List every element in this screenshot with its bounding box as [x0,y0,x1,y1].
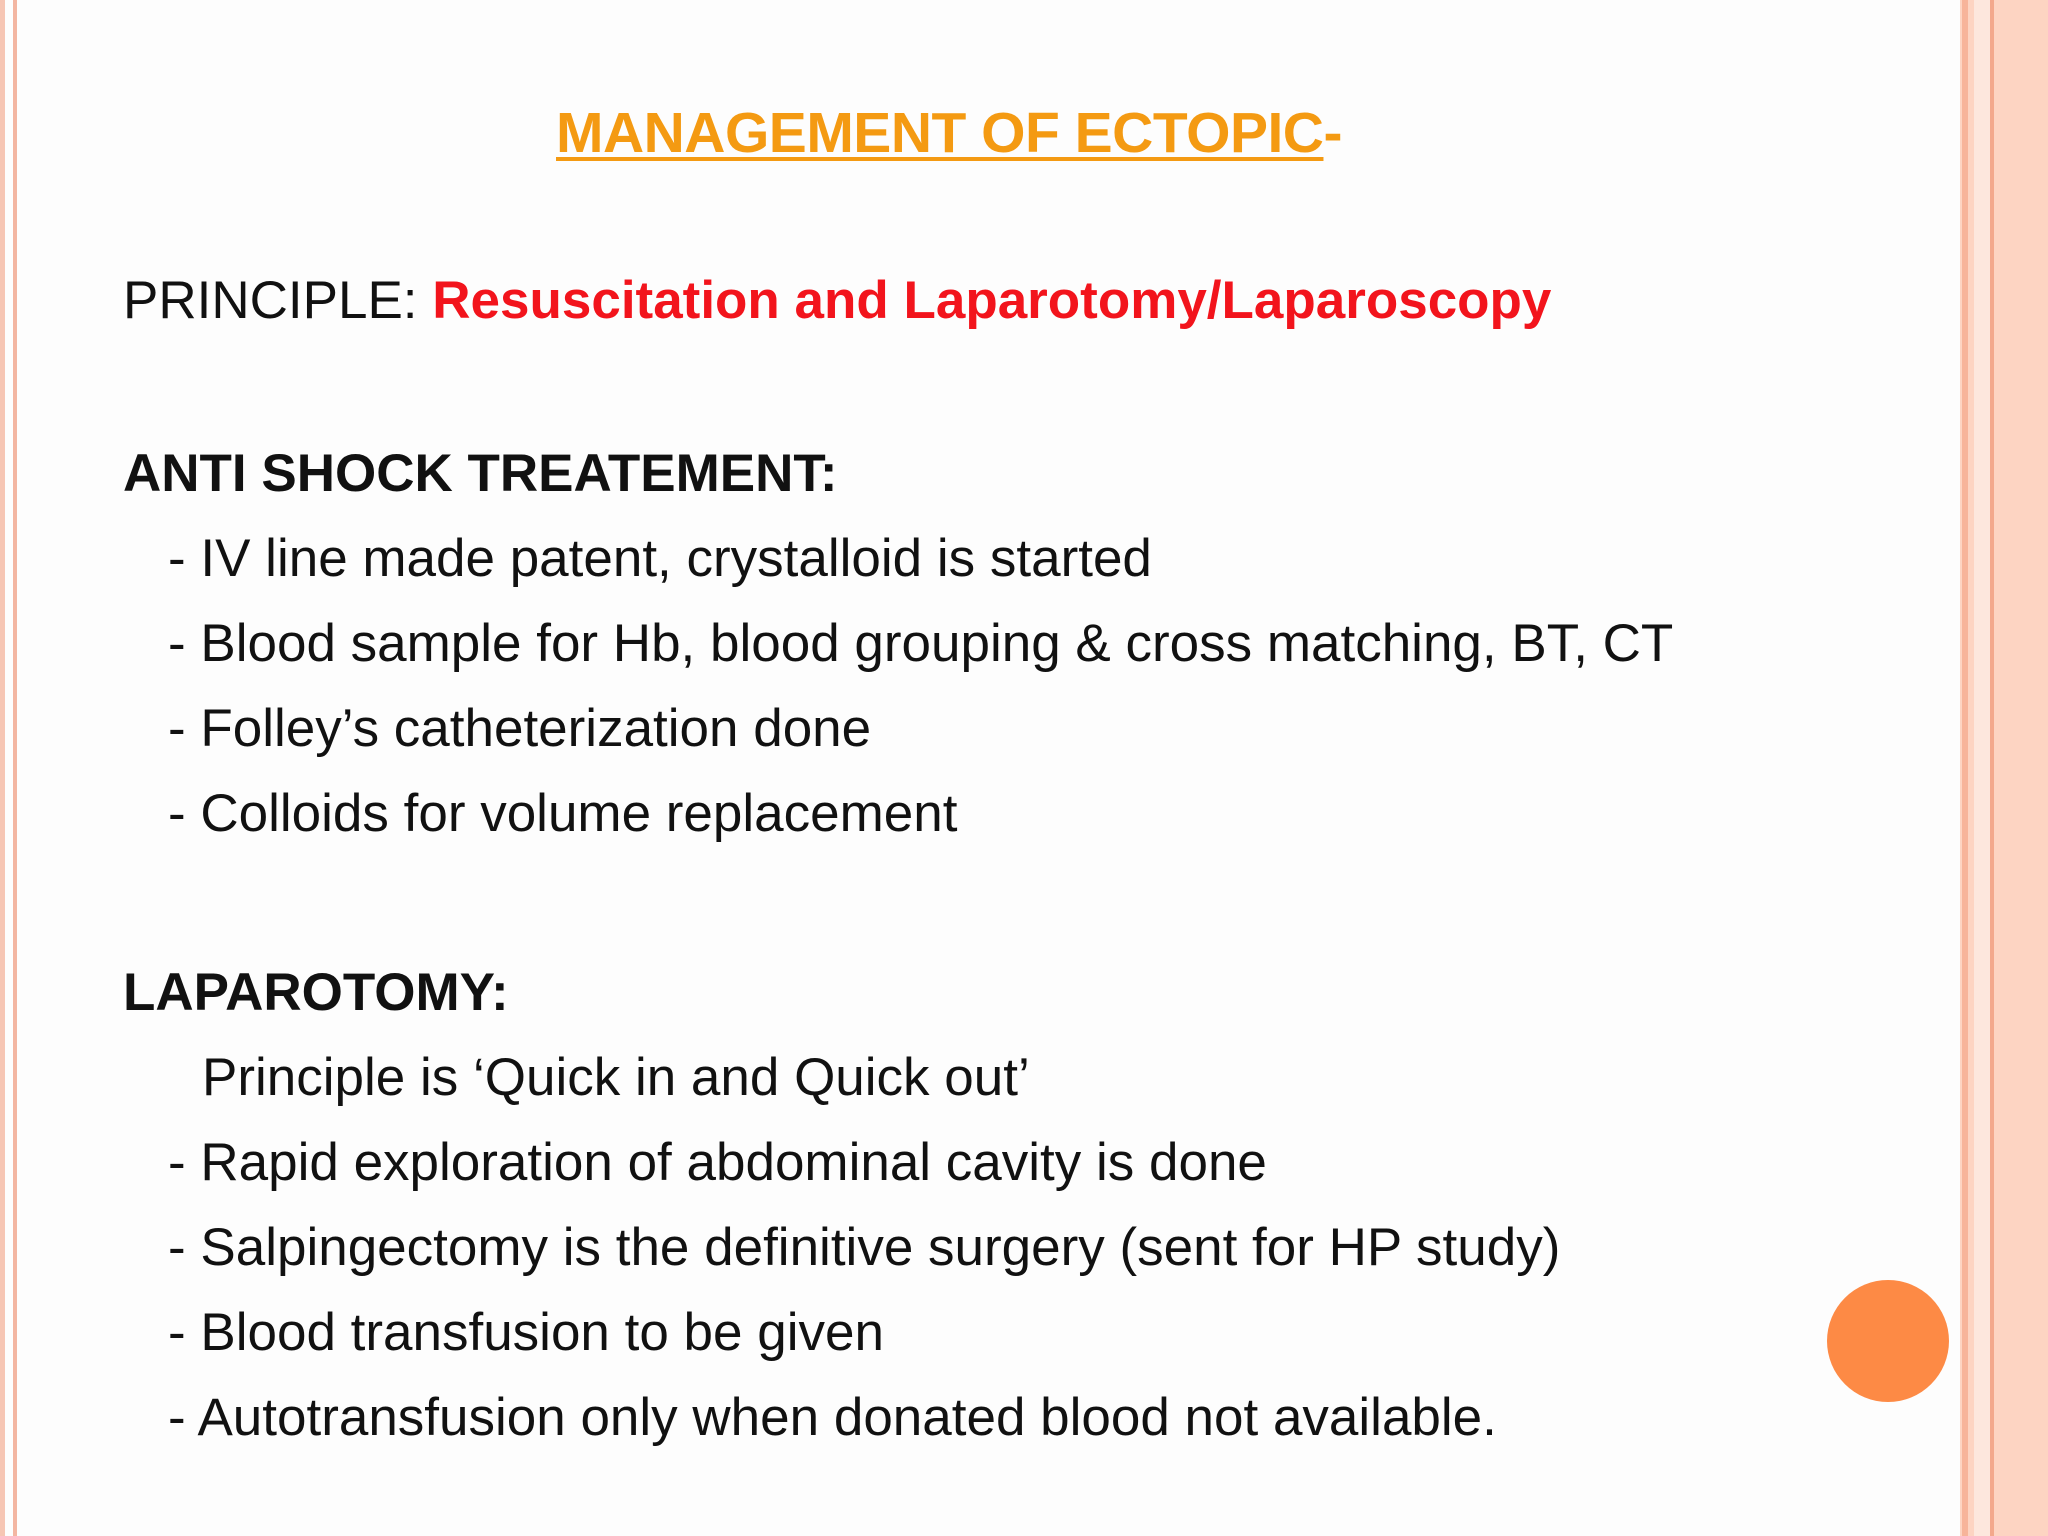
anti-shock-item: - Folley’s catheterization done [168,699,872,758]
decorative-circle [1827,1280,1949,1402]
slide-title [556,100,1342,166]
laparotomy-item: - Autotransfusion only when donated blood not available. [168,1388,1497,1447]
slide-title-text: MANAGEMENT OF ECTOPIC [556,101,1324,165]
anti-shock-heading: ANTI SHOCK TREATEMENT: [123,444,838,503]
right-border-line-dark [1990,0,1994,1536]
anti-shock-item: - IV line made patent, crystalloid is started [168,529,1152,588]
laparotomy-item: - Blood transfusion to be given [168,1303,884,1362]
left-border-outer [0,0,5,1536]
principle-value: Resuscitation and Laparotomy/Laparoscopy [432,271,1552,330]
laparotomy-heading: LAPAROTOMY: [123,963,509,1022]
left-border-inner [13,0,17,1536]
anti-shock-item: - Colloids for volume replacement [168,784,958,843]
slide-title-suffix: - [1323,101,1342,165]
laparotomy-item: - Salpingectomy is the definitive surgery (sent for HP study) [168,1218,1561,1277]
laparotomy-principle: Principle is ‘Quick in and Quick out’ [202,1048,1030,1107]
anti-shock-item: - Blood sample for Hb, blood grouping & cross matching, BT, CT [168,614,1674,673]
laparotomy-item: - Rapid exploration of abdominal cavity is done [168,1133,1267,1192]
principle-label: PRINCIPLE: [123,271,433,330]
right-border-line-light [1974,0,1990,1536]
right-border-line [1962,0,1968,1536]
principle-line [123,270,1551,331]
